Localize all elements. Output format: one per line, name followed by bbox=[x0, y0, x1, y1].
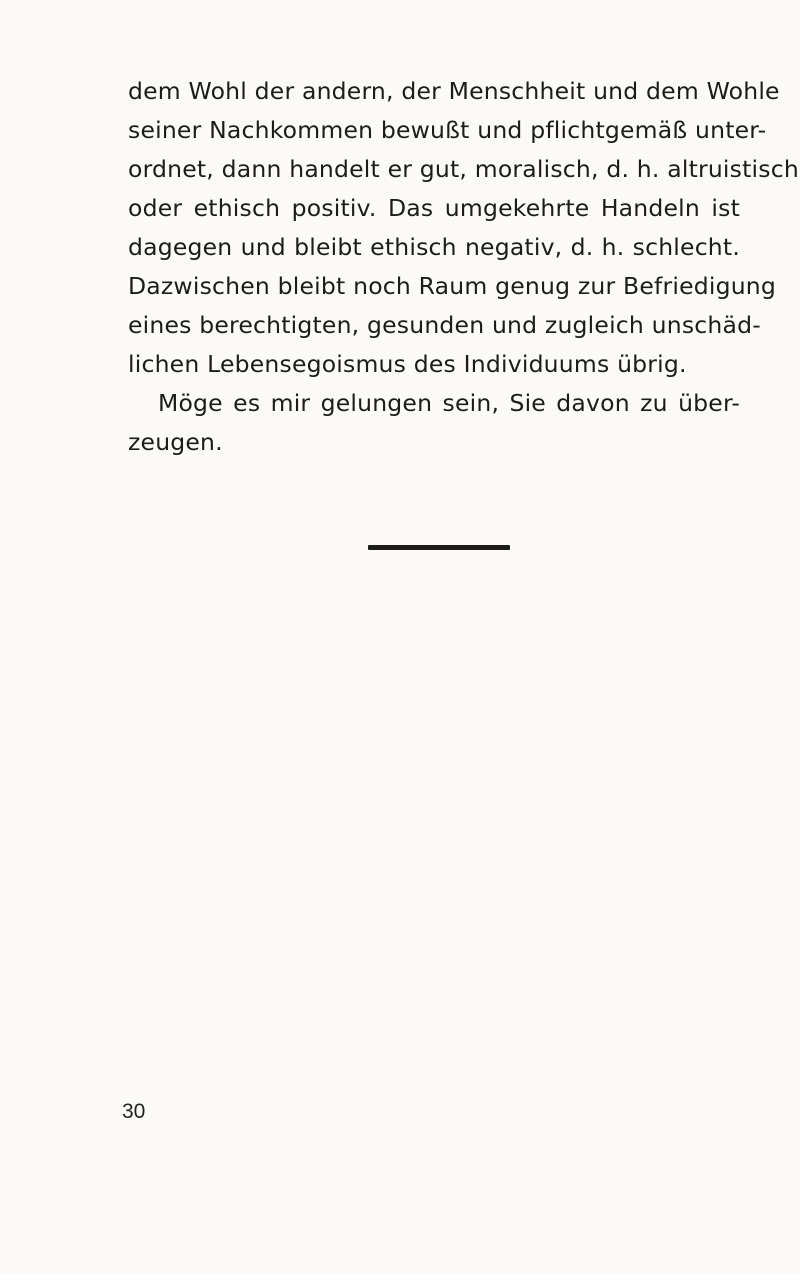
section-end-rule bbox=[368, 545, 510, 550]
text-line: ordnet, dann handelt er gut, moralisch, d. h. altruistisch bbox=[128, 155, 799, 183]
text-line: dem Wohl der andern, der Menschheit und dem Wohle bbox=[128, 77, 780, 105]
text-line: Möge es mir gelungen sein, Sie davon zu über- bbox=[158, 389, 740, 417]
page-number: 30 bbox=[122, 1100, 146, 1123]
text-line: seiner Nachkommen bewußt und pflichtgemäß unter- bbox=[128, 116, 767, 144]
text-line: lichen Lebensegoismus des Individuums übrig. bbox=[128, 350, 687, 378]
text-line: eines berechtigten, gesunden und zugleich unschäd- bbox=[128, 311, 761, 339]
text-line: dagegen und bleibt ethisch negativ, d. h. schlecht. bbox=[128, 233, 740, 261]
text-line: Dazwischen bleibt noch Raum genug zur Befriedigung bbox=[128, 272, 776, 300]
text-line: oder ethisch positiv. Das umgekehrte Handeln ist bbox=[128, 194, 740, 222]
body-text bbox=[128, 72, 799, 462]
text-line: zeugen. bbox=[128, 428, 223, 456]
